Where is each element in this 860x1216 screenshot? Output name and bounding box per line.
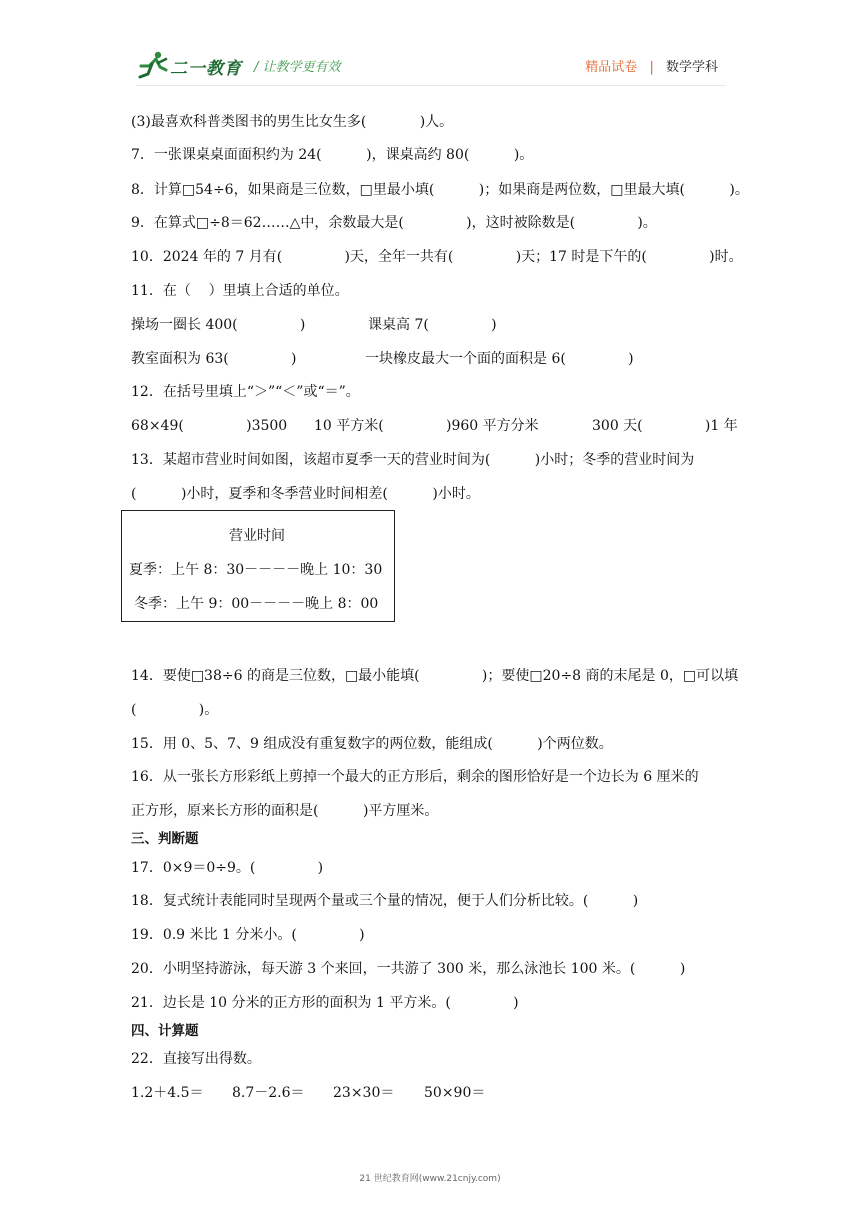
logo: [136, 50, 246, 80]
question-line: 8．计算□54÷6，如果商是三位数，□里最小填( )；如果商是两位数，□里最大填( )。: [131, 182, 749, 198]
question-line: ( )小时，夏季和冬季营业时间相差( )小时。: [131, 486, 480, 502]
question-line: 10．2024 年的 7 月有( )天，全年一共有( )天；17 时是下午的( )时。: [131, 249, 743, 265]
question-line: 7．一张课桌桌面面积约为 24( )，课桌高约 80( )。: [131, 147, 534, 163]
question-line: ( )。: [131, 702, 219, 718]
page-header: [136, 50, 726, 80]
header-tag-quality: 精品试卷: [585, 60, 638, 75]
question-line: 1.2＋4.5＝: [131, 1085, 204, 1101]
winter-hours: 冬季：上午 9：00－－－－晚上 8：00: [134, 596, 379, 612]
question-line: 一块橡皮最大一个面的面积是 6( ): [365, 351, 634, 367]
question-line: 13．某超市营业时间如图，该超市夏季一天的营业时间为( )小时；冬季的营业时间为: [131, 452, 695, 468]
question-line: 15．用 0、5、7、9 组成没有重复数字的两位数，能组成( )个两位数。: [131, 736, 613, 752]
section-heading: 四、计算题: [131, 1023, 199, 1039]
slogan: / 让教学更有效: [254, 60, 341, 75]
question-line: 11．在（ ）里填上合适的单位。: [131, 283, 349, 299]
business-hours-box: [121, 510, 395, 622]
question-line: (3)最喜欢科普类图书的男生比女生多( )人。: [131, 114, 454, 130]
question-line: 17．0×9＝0÷9。( ): [131, 860, 324, 876]
runner-logo-icon: [136, 50, 172, 80]
question-line: 课桌高 7( ): [368, 317, 497, 333]
question-line: 20．小明坚持游泳，每天游 3 个来回，一共游了 300 米，那么泳池长 100 米。( ): [131, 961, 686, 977]
question-line: 68×49( )3500: [131, 418, 288, 434]
header-subject: [585, 56, 718, 75]
section-heading: 三、判断题: [131, 831, 199, 847]
question-line: 9．在算式□÷8＝62……△中，余数最大是( )，这时被除数是( )。: [131, 215, 657, 231]
question-line: 50×90＝: [424, 1085, 486, 1101]
question-line: 14．要使□38÷6 的商是三位数，□最小能填( )；要使□20÷8 商的末尾是 0，□可以填: [131, 668, 739, 684]
page-footer: 21 世纪教育网(www.21cnjy.com): [359, 1174, 501, 1184]
question-line: 19．0.9 米比 1 分米小。( ): [131, 927, 365, 943]
question-line: 操场一圈长 400( ): [131, 317, 306, 333]
question-line: 教室面积为 63( ): [131, 351, 297, 367]
question-line: 23×30＝: [333, 1085, 395, 1101]
header-divider: [136, 85, 726, 86]
question-line: 300 天( )1 年: [592, 418, 738, 434]
question-line: 16．从一张长方形彩纸上剪掉一个最大的正方形后，剩余的图形恰好是一个边长为 6 厘米的: [131, 769, 699, 785]
question-line: 22．直接写出得数。: [131, 1051, 261, 1067]
header-tag-subject: 数学学科: [665, 60, 718, 75]
logo-text: 二一教育: [170, 59, 242, 79]
question-line: 10 平方米( )960 平方分米: [314, 418, 539, 434]
summer-hours: 夏季：上午 8：30－－－－晚上 10：30: [129, 562, 383, 578]
question-line: 8.7－2.6＝: [232, 1085, 305, 1101]
question-line: 21．边长是 10 分米的正方形的面积为 1 平方米。( ): [131, 995, 519, 1011]
question-line: 12．在括号里填上“＞”“＜”或“＝”。: [131, 384, 360, 400]
question-line: 正方形，原来长方形的面积是( )平方厘米。: [131, 803, 439, 819]
question-line: 18．复式统计表能同时呈现两个量或三个量的情况，便于人们分析比较。( ): [131, 893, 639, 909]
box-title: 营业时间: [229, 528, 285, 544]
header-separator: |: [649, 60, 654, 75]
